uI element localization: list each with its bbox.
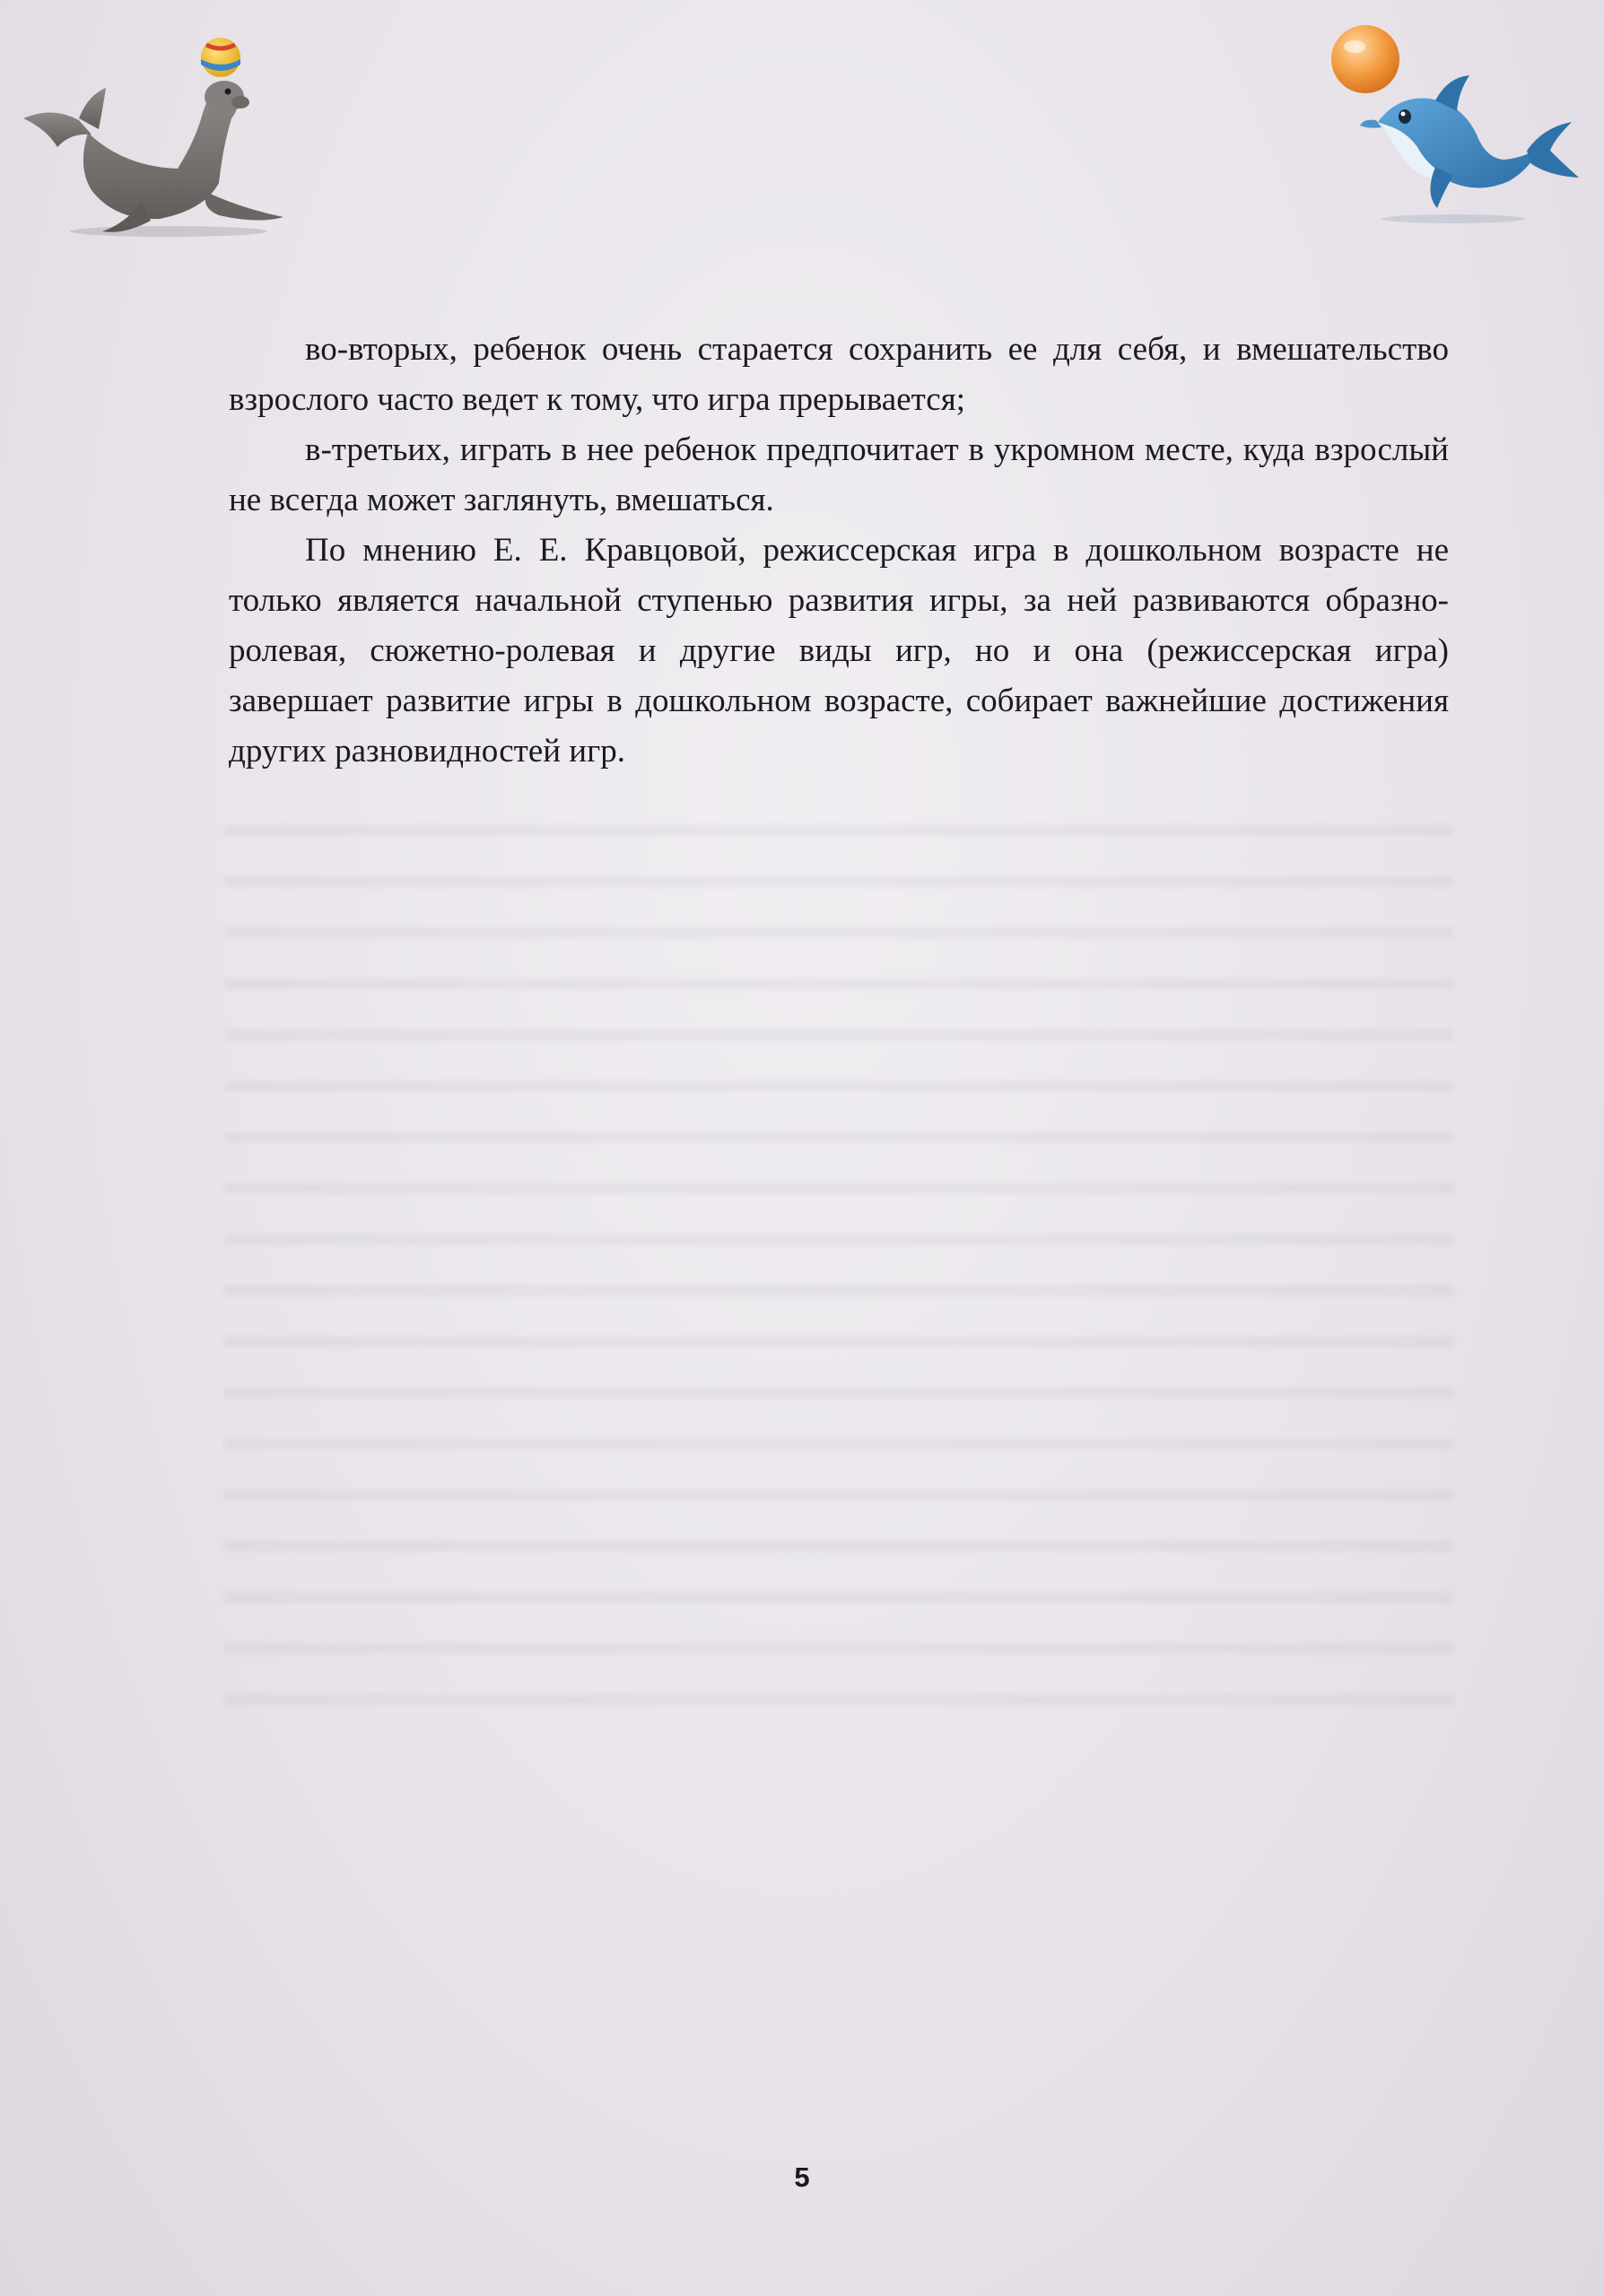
reverse-side-bleed-through	[224, 789, 1453, 1740]
page-number: 5	[794, 2161, 810, 2193]
dolphin-with-ball-icon	[1319, 23, 1579, 230]
paragraph: в-третьих, играть в нее ребенок предпочитает в укромном месте, куда взрослый не всегда может заглянуть, вмешаться.	[229, 431, 1449, 518]
paragraph: По мнению Е. Е. Кравцовой, режиссерская игра в дошкольном возрасте не только является начальной ступенью развития игры, за ней развиваются образно-ролевая, сюжетно-ролевая и другие виды игр, но и она (режиссерская игра) завершает развитие игры в дошкольном возрасте, собирает важнейшие достижения других разновидностей игр.	[229, 532, 1449, 770]
body-text	[229, 325, 1449, 777]
seal-with-ball-icon	[16, 32, 285, 239]
paragraph: во-вторых, ребенок очень старается сохранить ее для себя, и вмешательство взрослого часто ведет к тому, что игра прерывается;	[229, 331, 1449, 418]
